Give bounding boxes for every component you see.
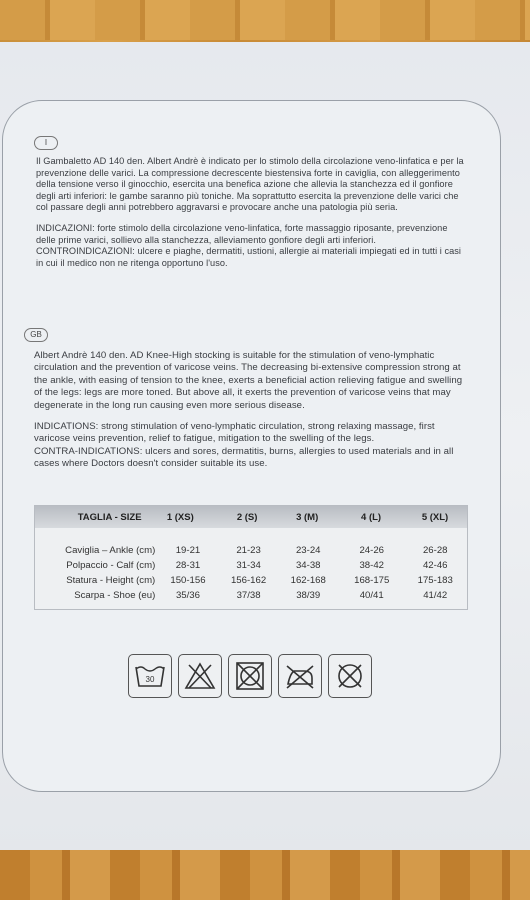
no-bleach-icon	[178, 654, 222, 698]
table-row	[35, 543, 467, 558]
size-header-xs: 1 (XS)	[166, 511, 194, 523]
size-header-m: 3 (M)	[296, 511, 319, 523]
italian-indications: INDICAZIONI: forte stimolo della circolazione veno-linfatica, forte massaggio riposante, prevenzione delle prime varici, sollievo alla stanchezza, alleviamento gonfiore degli arti inferiori.	[36, 222, 448, 245]
table-cell: 162-168	[290, 575, 326, 586]
table-cell: 21-23	[236, 545, 261, 556]
table-cell: 35/36	[175, 590, 200, 601]
no-iron-icon	[278, 654, 322, 698]
row-label-shoe: Scarpa - Shoe (eu)	[74, 590, 156, 601]
table-cell: 38-42	[359, 560, 384, 571]
english-contraindications: CONTRA-INDICATIONS: ulcers and sores, dermatitis, burns, allergies to used materials and in all cases where Doctors doesn't consider suitable its use.	[34, 445, 454, 470]
english-indications: INDICATIONS: strong stimulation of veno-lymphatic circulation, strong relaxing massage, first varicose veins prevention, relief to fatigue, mitigation to the swelling of the legs.	[34, 421, 435, 445]
table-cell: 38/39	[296, 590, 321, 601]
table-cell: 42-46	[422, 560, 448, 571]
italian-text	[36, 156, 466, 278]
table-cell: 26-28	[422, 545, 448, 556]
care-icons	[128, 654, 372, 698]
table-cell: 31-34	[236, 560, 261, 571]
wash-30-icon	[128, 654, 172, 698]
table-cell: 41/42	[423, 590, 448, 601]
size-header-l: 4 (L)	[361, 511, 382, 523]
table-cell: 156-162	[230, 575, 267, 586]
table-cell: 37/38	[236, 590, 261, 601]
size-table-header	[35, 506, 467, 528]
italian-description: Il Gambaletto AD 140 den. Albert Andrè è indicato per lo stimolo della circolazione veno-linfatica e per la prevenzione delle varici. La compressione decrescente biestensiva forte in caviglia, con alleggerimento della tensione verso il ginocchio, esercita una benefica azione che allevia la stanchezza ed il gonfiore degli arti inferiori: le gambe saranno più toniche. Ma soprattutto esercita la prevenzione delle varici che col passare degli anni potrebbero aggravarsi e provocare anche una patologia più seria.	[36, 156, 464, 213]
size-header-label: TAGLIA - SIZE	[77, 511, 142, 523]
english-text	[34, 350, 470, 480]
size-header-s: 2 (S)	[236, 511, 258, 523]
no-tumble-dry-icon	[228, 654, 272, 698]
wash-temperature-label: 30	[145, 675, 155, 684]
table-surface-top	[0, 0, 530, 40]
table-cell: 40/41	[359, 590, 384, 601]
english-language-badge: GB	[24, 328, 48, 342]
table-row	[35, 588, 467, 603]
size-header-xl: 5 (XL)	[421, 511, 449, 523]
row-label-height: Statura - Height (cm)	[66, 575, 156, 586]
size-table	[34, 505, 468, 610]
row-label-calf: Polpaccio - Calf (cm)	[66, 560, 156, 571]
table-row	[35, 558, 467, 573]
row-label-ankle: Caviglia – Ankle (cm)	[65, 545, 156, 556]
table-row	[35, 573, 467, 588]
italian-language-badge: I	[34, 136, 58, 150]
table-surface-bottom	[0, 850, 530, 900]
table-cell: 19-21	[175, 545, 201, 556]
table-cell: 34-38	[295, 560, 321, 571]
no-dry-clean-icon	[328, 654, 372, 698]
table-cell: 150-156	[170, 575, 206, 586]
table-cell: 168-175	[354, 575, 390, 586]
table-cell: 23-24	[295, 545, 321, 556]
table-cell: 24-26	[359, 545, 384, 556]
english-description: Albert Andrè 140 den. AD Knee-High stocking is suitable for the stimulation of veno-lymphatic circulation and the prevention of varicose veins. The decreasing bi-extensive compression strong at the ankle, with easing of tension to the knee, exerts a beneficial action relieving fatigue and swelling of the legs: legs are more toned. But above all, it exerts the prevention of varicose veins that may degenerate in the long run causing even more serious disease.	[34, 350, 463, 411]
table-cell: 28-31	[175, 560, 201, 571]
size-table-body	[35, 528, 467, 603]
italian-contraindications: CONTROINDICAZIONI: ulcere e piaghe, dermatiti, ustioni, allergie ai materiali impiegati ed in tutti i casi in cui il medico non ne ritenga opportuno l'uso.	[36, 246, 462, 268]
table-cell: 175-183	[417, 575, 453, 586]
